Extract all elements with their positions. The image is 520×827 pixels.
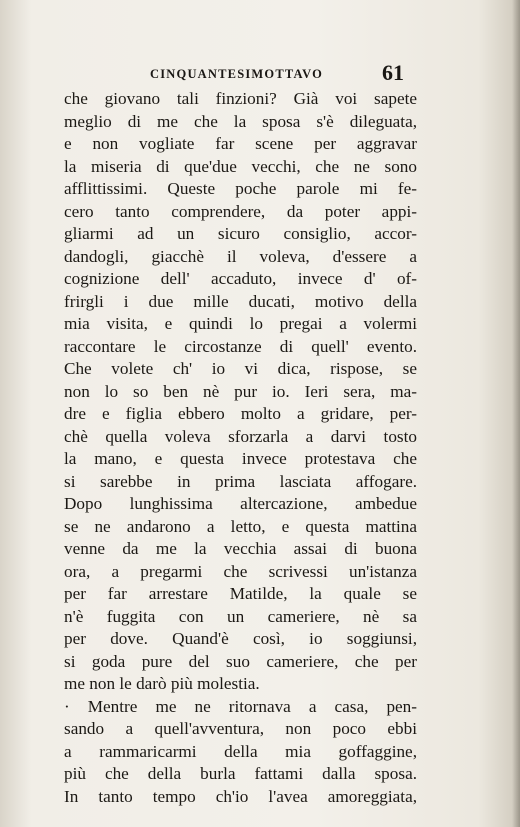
text-line: per dove. Quand'è così, io soggiunsi, [64, 629, 417, 648]
text-line: Che volete ch' io vi dica, rispose, se [64, 359, 417, 378]
text-line: dandogli, giacchè il voleva, d'essere a [64, 246, 417, 266]
text-line: dre e figlia ebbero molto a gridare, per- [64, 404, 417, 423]
text-line: cognizione dell' accaduto, invece d' of- [64, 269, 417, 288]
text-line: la miseria di que'due vecchi, che ne sono [64, 156, 417, 176]
text-line: me non le darò più molestia. [64, 674, 260, 693]
text-line: ora, a pregarmi che scrivessi un'istanza [64, 561, 417, 581]
running-head: CINQUANTESIMOTTAVO [150, 67, 323, 81]
page-header [0, 60, 520, 88]
text-line: e non vogliate far scene per aggravar [64, 134, 417, 153]
text-line: Dopo lunghissima altercazione, ambedue [64, 494, 417, 513]
text-line: più che della burla fattami dalla sposa. [64, 764, 417, 783]
text-line: frirgli i due mille ducati, motivo della [64, 291, 417, 311]
text-line: sando a quell'avventura, non poco ebbi [64, 719, 417, 738]
text-line: a rammaricarmi della mia goffaggine, [64, 741, 417, 761]
text-line: chè quella voleva sforzarla a darvi tosto [64, 426, 417, 446]
text-line: non lo so ben nè pur io. Ieri sera, ma- [64, 381, 417, 401]
text-line: gliarmi ad un sicuro consiglio, accor- [64, 224, 417, 243]
text-line: In tanto tempo ch'io l'avea amoreggiata, [64, 786, 417, 806]
page-edge-shadow [512, 0, 520, 827]
text-line: venne da me la vecchia assai di buona [64, 539, 417, 558]
text-line: che giovano tali finzioni? Già voi sapete [64, 89, 417, 108]
text-line: meglio di me che la sposa s'è dileguata, [64, 111, 417, 131]
text-line: afflittissimi. Queste poche parole mi fe- [64, 179, 417, 198]
text-line: si sarebbe in prima lasciata affogare. [64, 471, 417, 491]
text-line: raccontare le circostanze di quell' evento. [64, 336, 417, 356]
text-line: se ne andarono a letto, e questa mattina [64, 516, 417, 536]
text-line: cero tanto comprendere, da poter appi- [64, 201, 417, 221]
text-line: per far arrestare Matilde, la quale se [64, 584, 417, 603]
body-text [64, 88, 417, 808]
text-line: si goda pure del suo cameriere, che per [64, 651, 417, 671]
text-line: la mano, e questa invece protestava che [64, 449, 417, 468]
text-line: n'è fuggita con un cameriere, nè sa [64, 606, 417, 626]
page-number: 61 [382, 60, 404, 85]
text-line: · Mentre me ne ritornava a casa, pen- [64, 696, 417, 716]
text-line: mia visita, e quindi lo pregai a volermi [64, 314, 417, 333]
